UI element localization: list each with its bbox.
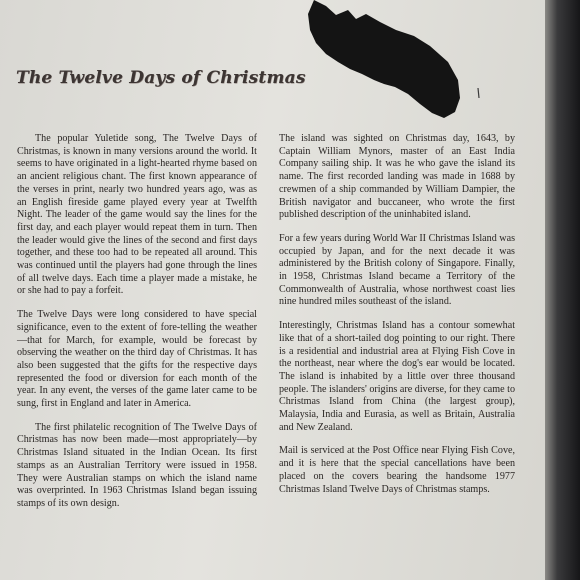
paragraph: Mail is serviced at the Post Office near Flying Fish Cove, and it is here that the special cancellations have been placed on the covers bearing the handsome 1977 Christmas Island Twelve Days of Christmas stamps. (279, 445, 515, 495)
page-edge-shadow (545, 0, 580, 580)
paragraph: For a few years during World War II Christmas Island was occupied by Japan, and for the next decade it was administered by the British colony of Singapore. Finally, in 1958, Christmas Island became a Territory of the Commonwealth of Australia, whose northwest coast lies nine hundred miles southeast of the island. (279, 232, 515, 308)
text-column-right (279, 133, 515, 507)
article-title: The Twelve Days of Christmas (16, 68, 306, 88)
text-column-left (17, 133, 257, 522)
paragraph: The Twelve Days were long considered to have special significance, even to the extent of fore-telling the weather—that for March, for example, would be forecast by observing the weather on the third day of Christmas. It has also been suggested that the gifts for the respective days represented the food or diversion for each month of the year. In any event, the verses of the game later came to be sung, first in England and later in America. (17, 309, 257, 410)
christmas-island-map-icon (300, 0, 485, 130)
paragraph: Interestingly, Christmas Island has a contour somewhat like that of a short-tailed dog pointing to our right. There is a residential and industrial area at Flying Fish Cove in the northeast, near where the dog's ear would be located. The island is inhabited by a little over three thousand people. The islanders' origins are diverse, for they came to Christmas Island from China (the largest group), Malaysia, India and Eurasia, as well as Britain, Australia and New Zealand. (279, 320, 515, 433)
paragraph: The popular Yuletide song, The Twelve Days of Christmas, is known in many versions around the world. It seems to have originated in a light-hearted rhyme based on an ancient religious chant. The first known appearance of the verses in print, nearly two hundred years ago, was as an English fireside game played every year at Twelfth Night. The leader of the game would say the lines for the first day, and each player would repeat them in turn. Then the leader would give the lines of the second and first days together, and these too had to be repeated all around. This was continued until the players had gone through the lines of all twelve days. Each time a player made a mistake, he or she had to pay a forfeit. (17, 133, 257, 297)
paragraph: The first philatelic recognition of The Twelve Days of Christmas has now been made—most appropriately—by Christmas Island situated in the Indian Ocean. Its first stamps as an Australian Territory were issued in 1958. They were Australian stamps on which the island name was overprinted. In 1963 Christmas Island began issuing stamps of its own design. (17, 421, 257, 509)
paragraph: The island was sighted on Christmas day, 1643, by Captain William Mynors, master of an East India Company sailing ship. It was he who gave the island its name. The first recorded landing was made in 1688 by crewmen of a ship commanded by William Dampier, the British navigator and buccaneer, who wrote the first published description of the uninhabited island. (279, 133, 515, 221)
